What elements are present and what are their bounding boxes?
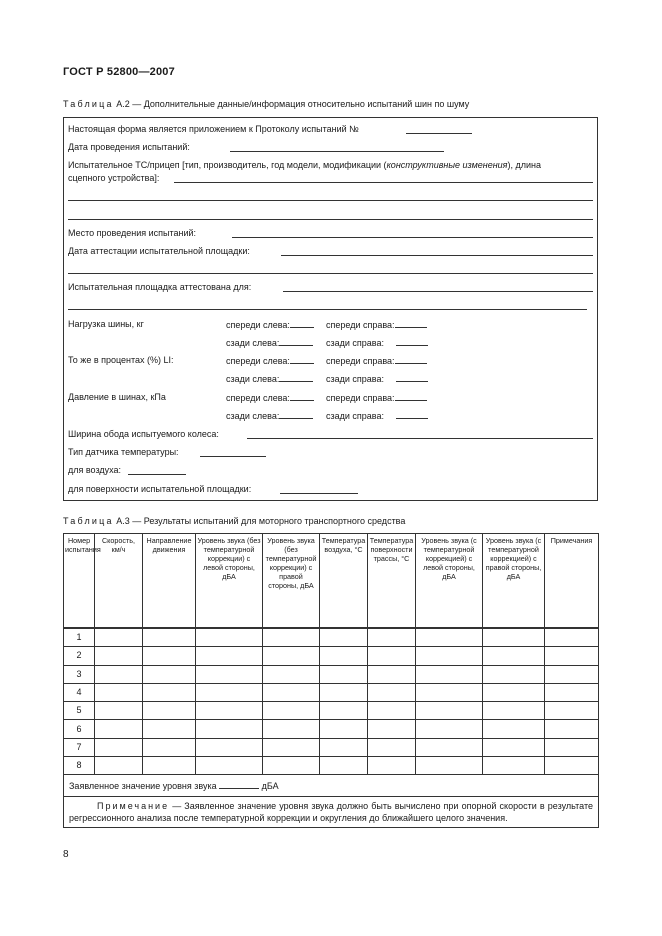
vehicle-field-3[interactable] — [68, 219, 593, 220]
place-label: Место проведения испытаний: — [68, 228, 197, 238]
for-surface-label: для поверхности испытательной площадки: — [68, 484, 252, 494]
pressure-front-right: спереди справа: — [326, 392, 427, 404]
caption-label: Таблица — [63, 99, 114, 109]
table-a2-caption — [63, 99, 469, 109]
protocol-number-field[interactable] — [406, 133, 472, 134]
caption-label: Таблица — [63, 516, 114, 526]
pressure-front-right-field[interactable] — [395, 392, 427, 401]
rim-width-label: Ширина обода испытуемого колеса: — [68, 429, 219, 439]
table-row — [64, 702, 599, 720]
table-a2-form — [63, 117, 598, 501]
load-front-left-field[interactable] — [290, 319, 314, 328]
declared-row — [64, 775, 599, 797]
certified-for-label: Испытательная площадка аттестована для: — [68, 282, 252, 292]
declared-level-field[interactable] — [219, 780, 259, 789]
col-header-direction: Направление движения — [143, 534, 196, 628]
col-header-level-right-corr: Уровень звука (с температурной коррекцией) с правой стороны, дБА — [483, 534, 545, 628]
load-rear-right-field[interactable] — [396, 337, 428, 346]
declared-level: Заявленное значение уровня звука дБА — [64, 775, 599, 797]
pct-rear-left-field[interactable] — [279, 373, 313, 382]
table-note: Примечание — Заявленное значение уровня звука должно быть вычислено при опорной скорости в результате регрессионного анализа после температурной коррекции и округления до ближайшего целого значения. — [64, 797, 599, 828]
row-number: 7 — [64, 738, 95, 756]
row-number: 1 — [64, 629, 95, 647]
row-number: 8 — [64, 757, 95, 775]
table-a3 — [63, 533, 599, 828]
col-header-level-left-raw: Уровень звука (без температурной коррекции) с левой стороны, дБА — [196, 534, 263, 628]
certified-for-field[interactable] — [283, 291, 593, 292]
form-note-label: Настоящая форма является приложением к Протоколу испытаний № — [68, 124, 359, 134]
pressure-label: Давление в шинах, кПа — [68, 392, 166, 402]
col-header-test-number: Номер испытания — [64, 534, 95, 628]
pct-front-right: спереди справа: — [326, 355, 427, 367]
row-number: 5 — [64, 702, 95, 720]
pct-front-left: спереди слева: — [226, 355, 314, 367]
load-front-right: спереди справа: — [326, 319, 427, 331]
pct-rear-right: сзади справа: — [326, 373, 428, 385]
certified-for-field-2[interactable] — [68, 309, 587, 310]
row-number: 4 — [64, 683, 95, 701]
caption-text: А.2 — Дополнительные данные/информация относительно испытаний шин по шуму — [116, 99, 470, 109]
table-row — [64, 665, 599, 683]
pressure-rear-right: сзади справа: — [326, 410, 428, 422]
standard-number: ГОСТ Р 52800—2007 — [63, 66, 175, 78]
table-row — [64, 757, 599, 775]
for-air-label: для воздуха: — [68, 465, 122, 475]
pressure-rear-left: сзади слева: — [226, 410, 313, 422]
cert-date-field[interactable] — [281, 255, 593, 256]
pct-rear-left: сзади слева: — [226, 373, 313, 385]
load-front-right-field[interactable] — [395, 319, 427, 328]
row-number: 3 — [64, 665, 95, 683]
test-date-field[interactable] — [230, 151, 444, 152]
load-rear-left: сзади слева: — [226, 337, 313, 349]
col-header-air-temp: Температура воздуха, °С — [320, 534, 368, 628]
cert-date-field-2[interactable] — [68, 273, 593, 274]
note-row — [64, 797, 599, 828]
load-pct-label: То же в процентах (%) LI: — [68, 355, 174, 365]
sensor-type-field[interactable] — [200, 456, 266, 457]
for-surface-field[interactable] — [280, 493, 358, 494]
vehicle-label-cont: сцепного устройства]: — [68, 173, 160, 183]
pressure-rear-right-field[interactable] — [396, 410, 428, 419]
col-header-level-left-corr: Уровень звука (с температурной коррекцией) с левой стороны, дБА — [416, 534, 483, 628]
cert-date-label: Дата аттестации испытательной площадки: — [68, 246, 250, 256]
vehicle-label: Испытательное ТС/прицеп [тип, производитель, год модели, модификации (конструктивные изменения), длина — [68, 160, 542, 170]
pct-front-right-field[interactable] — [395, 355, 427, 364]
page-number: 8 — [63, 849, 69, 860]
pressure-front-left: спереди слева: — [226, 392, 314, 404]
table-a3-caption — [63, 516, 405, 526]
col-header-notes: Примечания — [545, 534, 599, 628]
col-header-level-right-raw: Уровень звука (без температурной коррекции) с правой стороны, дБА — [263, 534, 320, 628]
load-rear-left-field[interactable] — [279, 337, 313, 346]
col-header-speed: Скорость, км/ч — [95, 534, 143, 628]
vehicle-field-2[interactable] — [68, 200, 593, 201]
vehicle-field-1[interactable] — [174, 182, 593, 183]
pressure-front-left-field[interactable] — [290, 392, 314, 401]
row-number: 2 — [64, 647, 95, 665]
header-row — [64, 534, 599, 628]
load-rear-right: сзади справа: — [326, 337, 428, 349]
table-row — [64, 720, 599, 738]
table-row — [64, 629, 599, 647]
rim-width-field[interactable] — [247, 438, 593, 439]
pressure-rear-left-field[interactable] — [279, 410, 313, 419]
pct-rear-right-field[interactable] — [396, 373, 428, 382]
for-air-field[interactable] — [128, 474, 186, 475]
load-front-left: спереди слева: — [226, 319, 314, 331]
table-row — [64, 738, 599, 756]
table-row — [64, 647, 599, 665]
load-label: Нагрузка шины, кг — [68, 319, 144, 329]
caption-text: А.3 — Результаты испытаний для моторного транспортного средства — [116, 516, 406, 526]
row-number: 6 — [64, 720, 95, 738]
place-field[interactable] — [232, 237, 593, 238]
test-date-label: Дата проведения испытаний: — [68, 142, 190, 152]
table-row — [64, 683, 599, 701]
col-header-surface-temp: Температура поверхности трассы, °С — [368, 534, 416, 628]
pct-front-left-field[interactable] — [290, 355, 314, 364]
sensor-type-label: Тип датчика температуры: — [68, 447, 179, 457]
